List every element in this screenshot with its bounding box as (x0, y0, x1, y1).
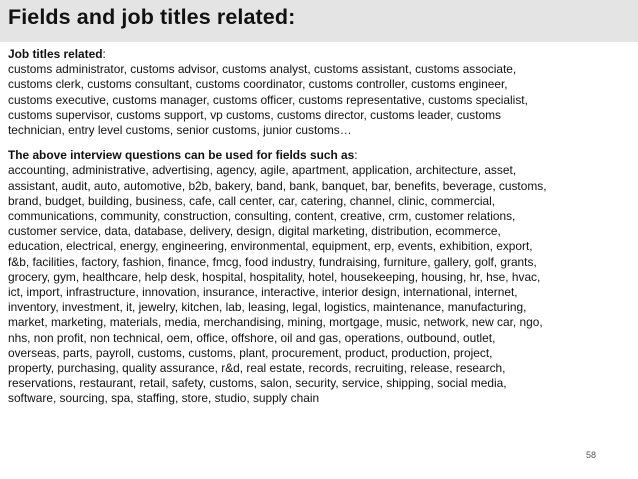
fields-line: customer service, data, database, delivery, design, digital marketing, distribution, ecommerce, (8, 224, 501, 239)
job-titles-line: customs administrator, customs advisor, customs analyst, customs assistant, customs associate, (8, 62, 517, 77)
fields-line: communications, community, construction, consulting, content, creative, crm, customer relations, (8, 209, 516, 224)
fields-line: education, electrical, energy, engineering, environmental, equipment, erp, events, exhibition, export, (8, 239, 533, 254)
job-titles-line: customs executive, customs manager, customs officer, customs representative, customs specialist, (8, 92, 528, 107)
fields-line: market, marketing, materials, media, merchandising, mining, mortgage, music, network, new car, ngo, (8, 315, 543, 330)
fields-line: overseas, parts, payroll, customs, customs, plant, procurement, product, production, project, (8, 345, 493, 360)
fields-list (8, 163, 630, 406)
slide-content (8, 47, 630, 407)
fields-heading (8, 148, 630, 163)
job-titles-heading-colon: : (102, 47, 106, 61)
fields-line: brand, budget, building, business, cafe, call center, car, catering, channel, clinic, commercial, (8, 193, 496, 208)
fields-line: software, sourcing, spa, staffing, store, studio, supply chain (8, 391, 320, 406)
fields-line: property, purchasing, quality assurance, r&d, real estate, records, recruiting, release, research, (8, 361, 506, 376)
fields-line: nhs, non profit, non technical, oem, office, offshore, oil and gas, operations, outbound, outlet, (8, 330, 496, 345)
fields-line: ict, import, infrastructure, innovation, insurance, interactive, interior design, international, internet, (8, 285, 518, 300)
fields-heading-colon: : (354, 148, 358, 163)
fields-line: inventory, investment, it, jewelry, kitchen, lab, leasing, legal, logistics, maintenance, manufacturing, (8, 300, 527, 315)
job-titles-heading-text: Job titles related (8, 47, 103, 61)
fields-line: reservations, restaurant, retail, safety, customs, salon, security, service, shipping, social media, (8, 376, 507, 391)
job-titles-list (8, 62, 630, 138)
fields-heading-text: The above interview questions can be used for fields such as (8, 148, 355, 163)
fields-line: f&b, facilities, factory, fashion, finance, fmcg, food industry, fundraising, furniture, gallery, golf, grants, (8, 254, 537, 269)
fields-line: grocery, gym, healthcare, help desk, hospital, hospitality, hotel, housekeeping, housing, hr, hse, hvac, (8, 269, 541, 284)
job-titles-line: customs clerk, customs consultant, customs coordinator, customs controller, customs engineer, (8, 77, 508, 92)
job-titles-line: technician, entry level customs, senior customs, junior customs… (8, 123, 352, 138)
fields-line: accounting, administrative, advertising, agency, agile, apartment, application, architecture, asset, (8, 163, 517, 178)
fields-line: assistant, audit, auto, automotive, b2b, bakery, band, bank, banquet, bar, benefits, beverage, customs, (8, 178, 547, 193)
title-bar (0, 0, 638, 42)
job-titles-heading (8, 47, 630, 62)
job-titles-line: customs supervisor, customs support, vp customs, customs director, customs leader, customs (8, 107, 501, 122)
paragraph-gap (8, 138, 630, 148)
page-number: 58 (586, 450, 597, 460)
slide-title: Fields and job titles related: (8, 5, 296, 29)
